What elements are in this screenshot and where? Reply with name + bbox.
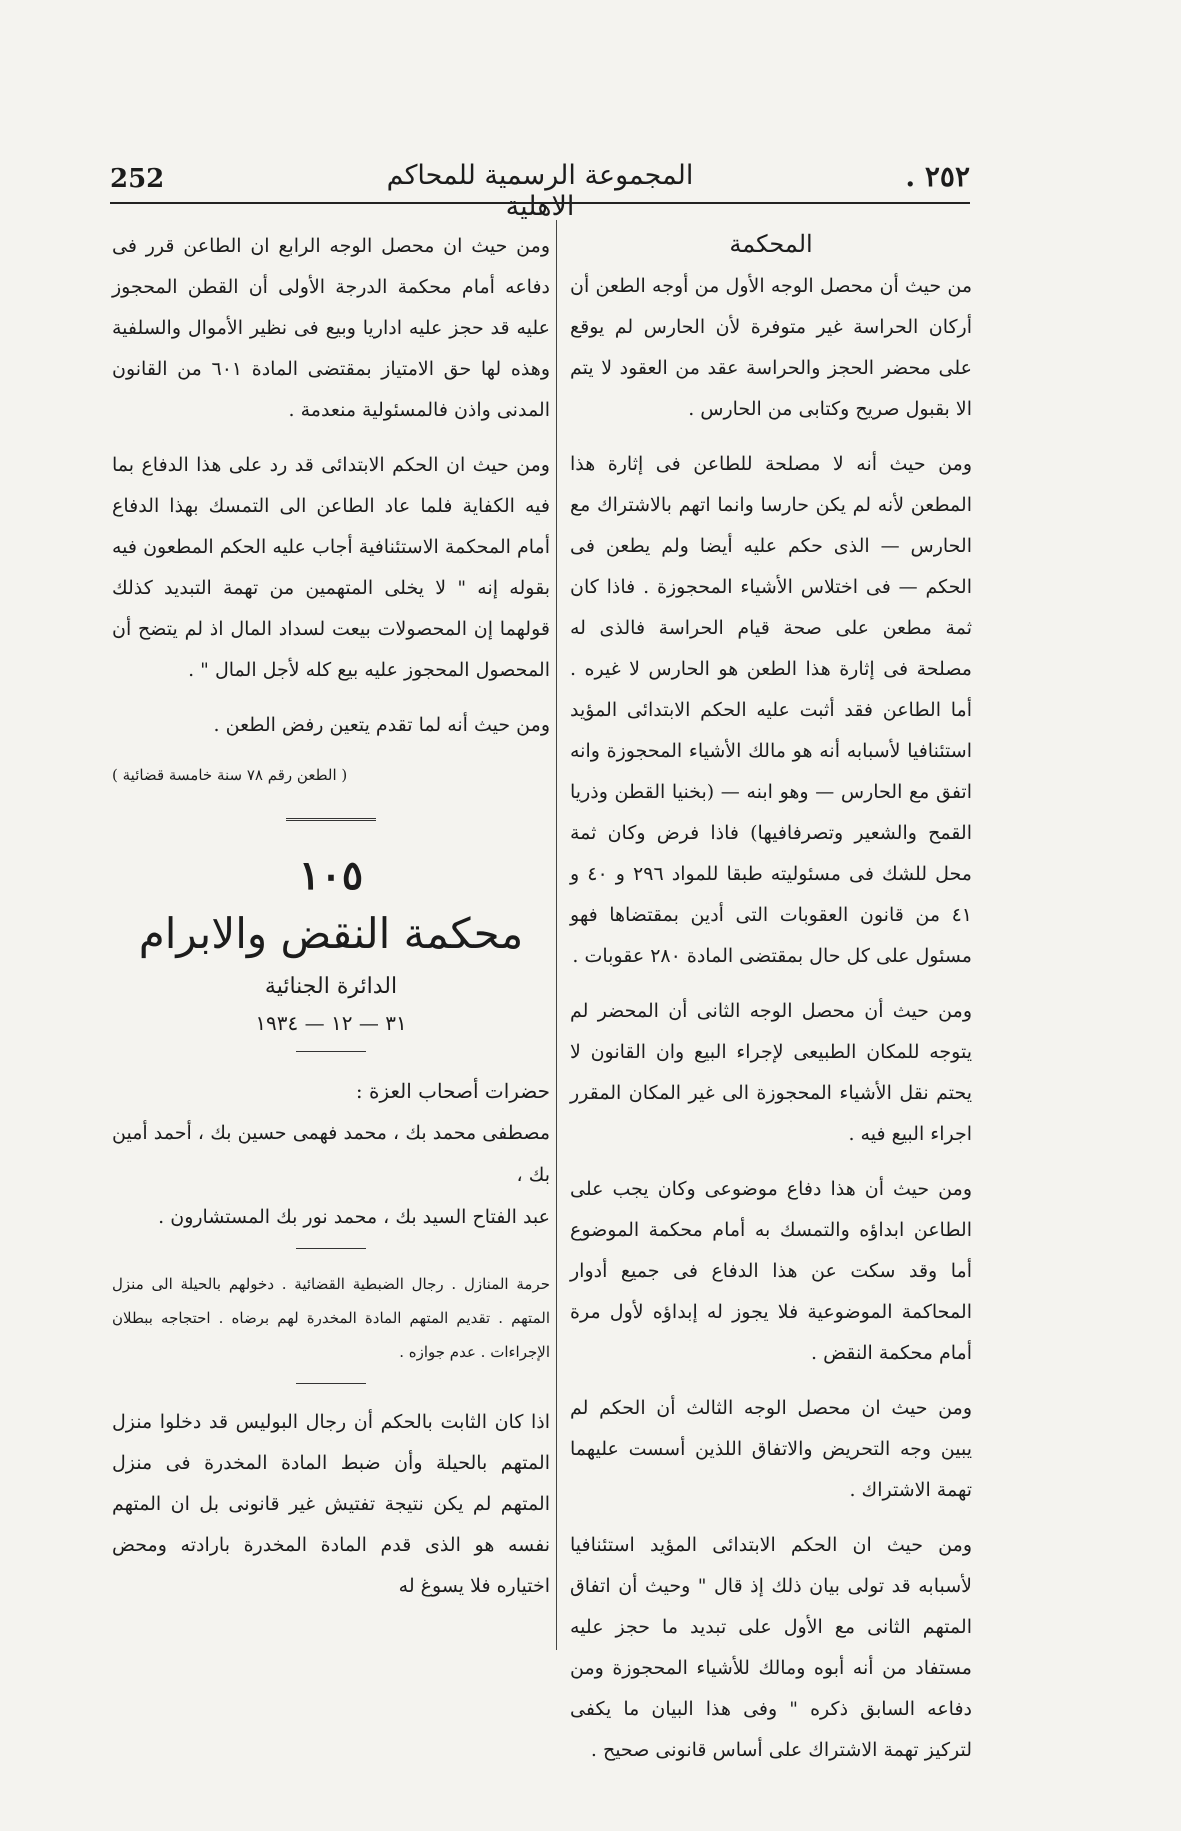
- paragraph: ومن حيث ان محصل الوجه الرابع ان الطاعن قرر فى دفاعه أمام محكمة الدرجة الأولى أن القطن المحجوز عليه قد حجز عليه اداريا وبيع فى نظير الأموال والسلفية وهذه لها حق الامتياز بمقتضى المادة ٦٠١ من القانون المدنى واذن فالمسئولية منعدمة .: [112, 235, 550, 421]
- page-header: [110, 150, 970, 222]
- paragraph: اذا كان الثابت بالحكم أن رجال البوليس قد دخلوا منزل المتهم بالحيلة وأن ضبط المادة المخدرة فى منزل المتهم لم يكن نتيجة تفتيش غير قانونى بل ان المتهم نفسه هو الذى قدم المادة المخدرة بارادته ومحض اختياره فلا يسوغ له: [112, 1411, 550, 1597]
- column-divider: [556, 220, 557, 1650]
- divider: [296, 1248, 366, 1249]
- header-rule: [110, 202, 970, 204]
- divider: [296, 1383, 366, 1384]
- paragraph: من حيث أن محصل الوجه الأول من أوجه الطعن أن أركان الحراسة غير متوفرة لأن الحارس لم يوقع على محضر الحجز والحراسة عقد من العقود لا يتم الا بقبول صريح وكتابى من الحارس .: [570, 275, 972, 420]
- judges-line: عبد الفتاح السيد بك ، محمد نور بك المستشارون .: [158, 1206, 550, 1228]
- page-number-latin: 252: [110, 164, 165, 194]
- paragraph: ومن حيث أنه لما تقدم يتعين رفض الطعن .: [213, 714, 550, 736]
- page-number-arabic: ٢٥٢ .: [905, 160, 970, 193]
- judges-line: مصطفى محمد بك ، محمد فهمى حسين بك ، أحمد أمين بك ،: [112, 1122, 550, 1186]
- right-column: [570, 226, 972, 1785]
- paragraph: ومن حيث أنه لا مصلحة للطاعن فى إثارة هذا المطعن لأنه لم يكن حارسا وانما اتهم بالاشتراك مع الحارس — الذى حكم عليه أيضا ولم يطعن فى الحكم — فى اختلاس الأشياء المحجوزة . فاذا كان ثمة مطعن على صحة قيام الحراسة فالذى له مصلحة فى إثارة هذا الطعن هو الحارس لا غيره . أما الطاعن فقد أثبت عليه الحكم الابتدائى المؤيد استئنافيا لأسبابه أنه هو مالك الأشياء المحجوزة وانه اتفق مع الحارس — وهو ابنه — (بخنيا القطن وذريا القمح والشعير وتصرفافيها) فاذا فرض وكان ثمة محل للشك فى مسئوليته طبقا للمواد ٢٩٦ و ٤٠ و ٤١ من قانون العقوبات التى أدين بمقتضاها فهو مسئول على كل حال بمقتضى المادة ٢٨٠ عقوبات .: [570, 453, 972, 967]
- circuit-name: الدائرة الجنائية: [264, 974, 398, 999]
- court-name: محكمة النقض والابرام: [138, 909, 524, 958]
- paragraph: ومن حيث أن هذا دفاع موضوعى وكان يجب على الطاعن ابداؤه والتمسك به أمام محكمة الموضوع أما وقد سكت عن هذا الدفاع فى جميع أدوار المحاكمة الموضوعية فلا يجوز له إبداؤه لأول مرة أمام محكمة النقض .: [570, 1178, 972, 1364]
- paragraph: ومن حيث ان الحكم الابتدائى المؤيد استئنافيا لأسبابه قد تولى بيان ذلك إذ قال " وحيث أن اتفاق المتهم الثانى مع الأول على تبديد ما حجز عليه مستفاد من أنه أبوه ومالك للأشياء المحجوزة ومن دفاعه السابق ذكره " وفى هذا البيان ما يكفى لتركيز تهمة الاشتراك على أساس قانونى صحيح .: [570, 1534, 972, 1761]
- left-column: [112, 226, 550, 1621]
- case-summary: حرمة المنازل . رجال الضبطية القضائية . دخولهم بالحيلة الى منزل المتهم . تقديم المتهم المادة المخدرة لهم برضاه . احتجاجه ببطلان الإجراءات . عدم جوازه .: [112, 1275, 550, 1361]
- running-title: المجموعة الرسمية للمحاكم الاهلية: [386, 160, 694, 222]
- divider: [296, 1051, 366, 1052]
- judges-intro: حضرات أصحاب العزة :: [355, 1079, 550, 1103]
- judgment-date: ٣١ — ١٢ — ١٩٣٤: [255, 1011, 407, 1035]
- paragraph: ومن حيث ان محصل الوجه الثالث أن الحكم لم يبين وجه التحريض والاتفاق اللذين أسست عليهما تهمة الاشتراك .: [570, 1397, 972, 1501]
- paragraph: ومن حيث أن محصل الوجه الثانى أن المحضر لم يتوجه للمكان الطبيعى لإجراء البيع وان القانون لا يحتم نقل الأشياء المحجوزة الى غير المكان المقرر اجراء البيع فيه .: [570, 1000, 972, 1145]
- appeal-reference: ( الطعن رقم ٧٨ سنة خامسة قضائية ): [112, 766, 348, 784]
- section-separator: [286, 818, 376, 823]
- section-heading: المحكمة: [729, 230, 813, 258]
- paragraph: ومن حيث ان الحكم الابتدائى قد رد على هذا الدفاع بما فيه الكفاية فلما عاد الطاعن الى التمسك بهذا الدفاع أمام المحكمة الاستئنافية أجاب عليه الحكم المطعون فيه بقوله إنه " لا يخلى المتهمين من تهمة التبديد كذلك قولهما إن المحصولات بيعت لسداد المال اذ لم يتضح أن المحصول المحجوز عليه بيع كله لأجل المال " .: [112, 454, 550, 681]
- case-number: ١٠٥: [298, 852, 364, 899]
